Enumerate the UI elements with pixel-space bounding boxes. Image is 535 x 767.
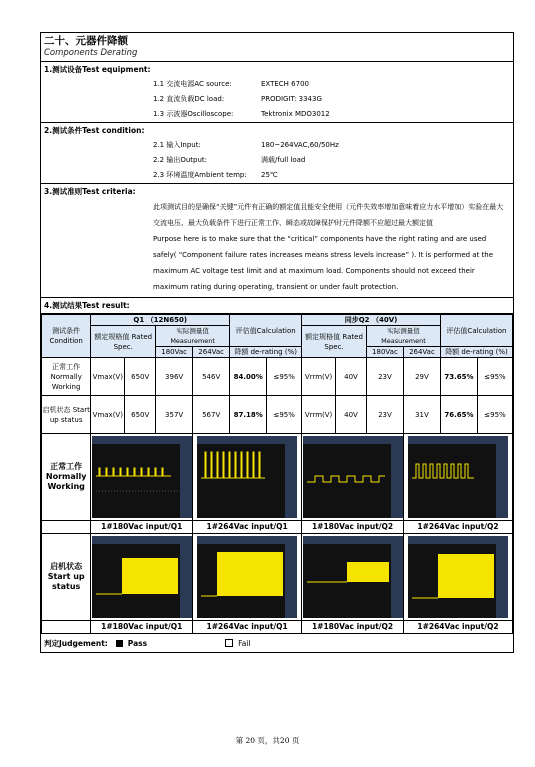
photo-label: 1#264Vac input/Q1 xyxy=(193,621,302,634)
table-row: 启机状态 Start up status Vmax(V) 650V 357V 567V 87.18% ≤95% Vrrm(V) 40V 23V 31V 76.65% ≤95% xyxy=(42,396,513,434)
photo-label: 1#180Vac input/Q1 xyxy=(91,521,193,534)
q1-meas-header: 实际测量值 Measurement xyxy=(156,326,230,347)
waveform-image xyxy=(302,534,404,621)
scope-screenshot xyxy=(92,536,192,618)
condition-item: 2.3 环境温度Ambient temp: 25℃ xyxy=(153,171,278,179)
waveform-image xyxy=(193,534,302,621)
photo-label: 1#264Vac input/Q2 xyxy=(403,621,512,634)
q2-derate-header: 降额 de-rating (%) xyxy=(440,347,512,358)
section-header xyxy=(41,33,513,62)
table-row: 正常工作 Normally Working Vmax(V) 650V 396V 546V 84.00% ≤95% Vrrm(V) 40V 23V 29V 73.65% ≤95% xyxy=(42,358,513,396)
fail-label: Fail xyxy=(238,638,251,648)
photo-label-row xyxy=(42,621,513,634)
condition-title: 2.测试条件Test condition: xyxy=(44,126,145,135)
scope-screenshot xyxy=(408,436,508,518)
waveform-image xyxy=(403,434,512,521)
result-title: 4.测试结果Test result: xyxy=(41,298,513,314)
equipment-item: 1.2 直流负载DC load: PRODIGIT: 3343G xyxy=(153,95,322,103)
pass-checkbox[interactable] xyxy=(116,640,123,647)
result-table xyxy=(41,314,513,634)
waveform-row-normal xyxy=(42,434,513,521)
scope-screenshot xyxy=(197,436,297,518)
q2-header: 同步Q2 （40V) xyxy=(302,315,441,326)
pass-label: Pass xyxy=(127,638,148,648)
page-footer: 第 20 页，共20 页 xyxy=(235,736,300,745)
photo-label-row xyxy=(42,521,513,534)
q2-180-header: 180Vac xyxy=(366,347,403,358)
waveform-image xyxy=(403,534,512,621)
judgement-label: 判定Judgement: xyxy=(44,638,108,648)
equipment-title: 1.测试设备Test equipment: xyxy=(44,65,151,74)
condition-item: 2.2 输出Output: 满载/full load xyxy=(153,156,306,164)
report-frame xyxy=(40,32,514,653)
condition-section xyxy=(41,123,513,184)
criteria-en: Purpose here is to make sure that the “critical” components have the right rating and are used safely( “Component failure rates increases means stress levels increase” ). It is performed at the maximum AC voltage test limit and at maximum load. Components should not exceed their maximum rating during operating, transient or under fault protection. xyxy=(153,235,494,291)
q2-meas-header: 实际测量值 Measurement xyxy=(366,326,440,347)
q1-header: Q1 （12N650) xyxy=(91,315,230,326)
q2-calc-header: 评估值Calculation xyxy=(440,315,512,347)
equipment-item: 1.3 示波器Oscilloscope: Tektronix MDO3012 xyxy=(153,110,330,118)
scope-screenshot xyxy=(92,436,192,518)
row-label-normal: 正常工作 Normally Working xyxy=(42,434,91,521)
photo-label: 1#180Vac input/Q1 xyxy=(91,621,193,634)
q2-rated-header: 额定规格值 Rated Spec. xyxy=(302,326,367,358)
judgement-row xyxy=(41,634,513,652)
waveform-image xyxy=(302,434,404,521)
photo-label: 1#264Vac input/Q1 xyxy=(193,521,302,534)
waveform-image xyxy=(193,434,302,521)
scope-screenshot xyxy=(303,436,403,518)
q1-264-header: 264Vac xyxy=(193,347,230,358)
q1-180-header: 180Vac xyxy=(156,347,193,358)
condition-item: 2.1 输入Input: 180~264VAC,60/50Hz xyxy=(153,141,339,149)
criteria-title: 3.测试准则Test criteria: xyxy=(44,187,136,196)
fail-checkbox[interactable] xyxy=(225,639,233,647)
section-subtitle: Components Derating xyxy=(44,48,138,58)
waveform-image xyxy=(91,534,193,621)
photo-label: 1#180Vac input/Q2 xyxy=(302,621,404,634)
photo-label: 1#264Vac input/Q2 xyxy=(403,521,512,534)
q2-264-header: 264Vac xyxy=(403,347,440,358)
q1-rated-header: 额定规格值 Rated Spec. xyxy=(91,326,156,358)
cond-header: 测试条件 Condition xyxy=(42,315,91,358)
q1-derate-header: 降额 de-rating (%) xyxy=(230,347,302,358)
criteria-cn: 此项测试目的是确保“关键”元件有正确的额定值且能安全使用（元件失效率增加意味着应力水平增加）实验在最大交流电压、最大负载条件下进行正常工作、瞬态或故障保护时元件降额不应超过最大额定值 xyxy=(153,203,504,227)
scope-screenshot xyxy=(197,536,297,618)
scope-screenshot xyxy=(303,536,403,618)
section-title: 二十、元器件降额 xyxy=(44,35,128,47)
q1-calc-header: 评估值Calculation xyxy=(230,315,302,347)
waveform-image xyxy=(91,434,193,521)
waveform-row-startup xyxy=(42,534,513,621)
row-label-startup: 启机状态 Start up status xyxy=(42,534,91,621)
scope-screenshot xyxy=(408,536,508,618)
photo-label: 1#180Vac input/Q2 xyxy=(302,521,404,534)
criteria-section xyxy=(41,184,513,298)
equipment-section xyxy=(41,62,513,123)
equipment-item: 1.1 交流电源AC source: EXTECH 6700 xyxy=(153,80,309,88)
